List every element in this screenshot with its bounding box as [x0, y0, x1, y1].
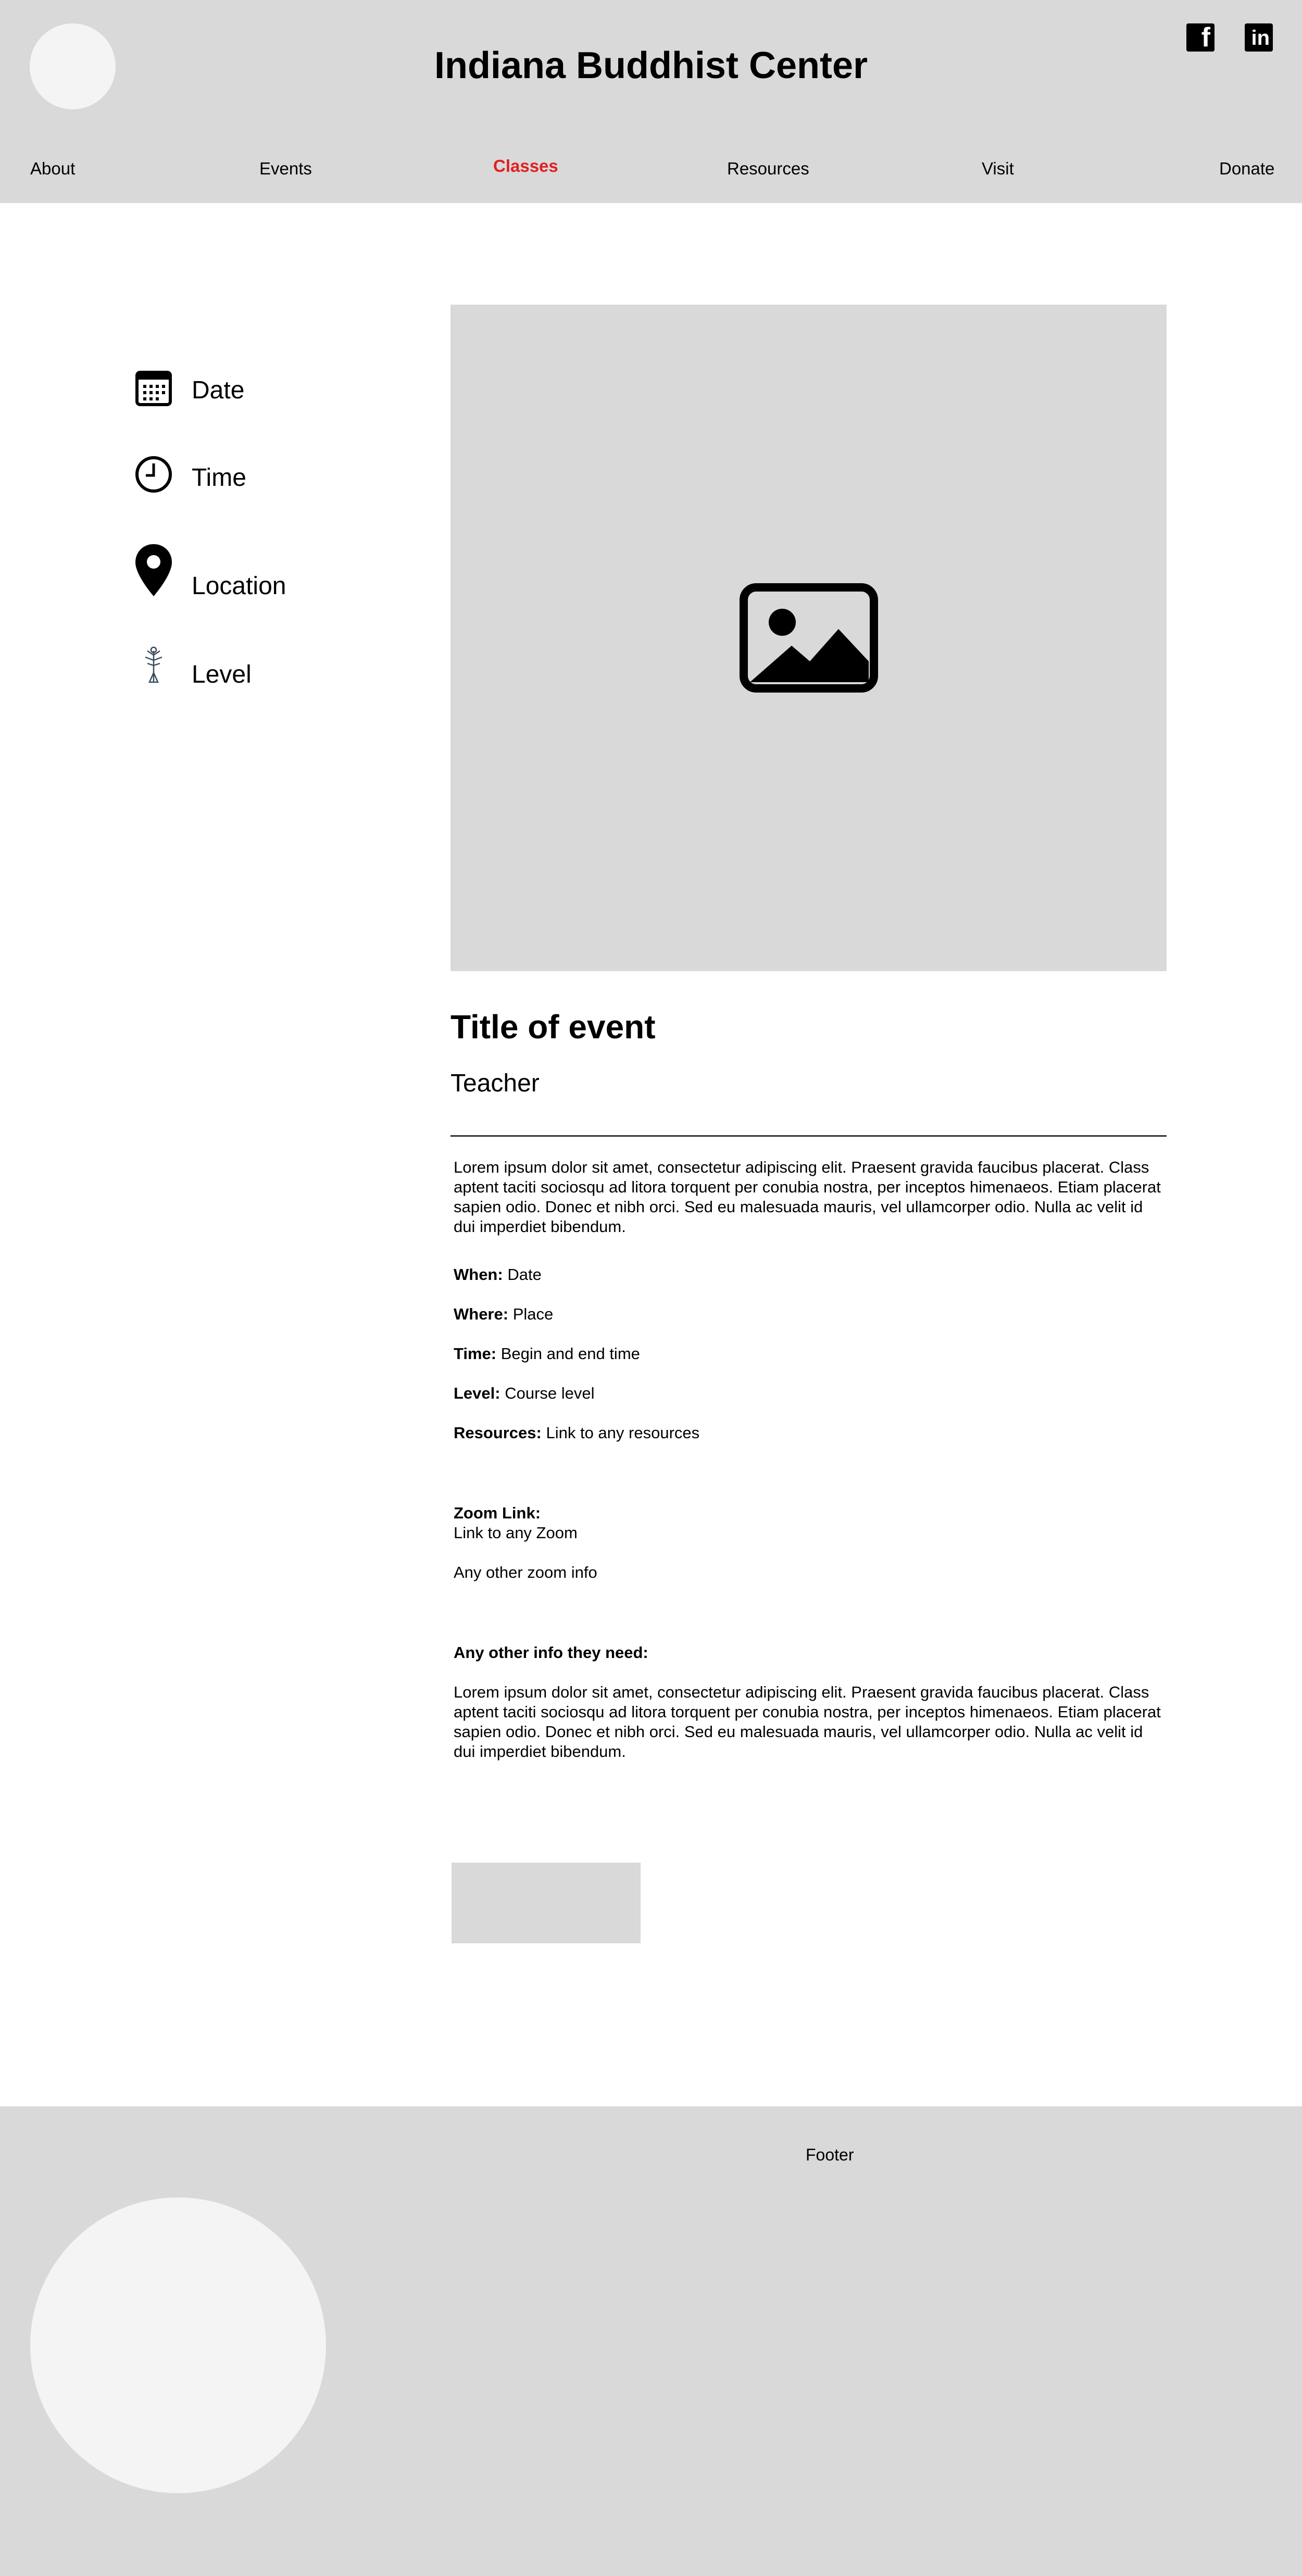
- event-teacher: Teacher: [450, 1070, 540, 1097]
- site-title: Indiana Buddhist Center: [434, 45, 868, 86]
- nav-item-resources[interactable]: Resources: [727, 159, 809, 178]
- nav-item-classes[interactable]: Classes: [493, 156, 558, 175]
- detail-resources: Resources: Link to any resources: [454, 1424, 700, 1442]
- nav-item-visit[interactable]: Visit: [982, 159, 1014, 178]
- detail-when: When: Date: [454, 1265, 542, 1284]
- footer-label: Footer: [806, 2145, 854, 2164]
- other-info-heading: Any other info they need:: [454, 1643, 648, 1662]
- other-info-text: Lorem ipsum dolor sit amet, consectetur adipiscing elit. Praesent gravida faucibus placerat. Class aptent taciti sociosqu ad litora torquent per conubia nostra, per inceptos himenaeos. Etiam placerat sapien odio. Donec et nibh orci. Sed eu malesuada mauris, vel ullamcorper odio. Nulla ac velit id dui imperdiet bibendum.: [454, 1683, 1161, 1761]
- nav-item-donate[interactable]: Donate: [1219, 159, 1275, 178]
- nav-item-events[interactable]: Events: [259, 159, 312, 178]
- linkedin-icon[interactable]: in: [1245, 23, 1273, 52]
- nav-item-about[interactable]: About: [30, 159, 76, 178]
- clock-icon: [133, 454, 174, 495]
- meta-time-label: Time: [192, 464, 246, 492]
- register-button[interactable]: [452, 1863, 641, 1943]
- footer-logo: [30, 2197, 326, 2493]
- event-description: Lorem ipsum dolor sit amet, consectetur adipiscing elit. Praesent gravida faucibus placerat. Class aptent taciti sociosqu ad litora torquent per conubia nostra, per inceptos himenaeos. Etiam placerat sapien odio. Donec et nibh orci. Sed eu malesuada mauris, vel ullamcorper odio. Nulla ac velit id dui imperdiet bibendum.: [454, 1158, 1161, 1236]
- calendar-icon: [133, 367, 174, 409]
- divider: [450, 1135, 1167, 1137]
- meta-date-label: Date: [192, 376, 245, 404]
- detail-time: Time: Begin and end time: [454, 1344, 640, 1363]
- zoom-heading: Zoom Link:: [454, 1504, 541, 1522]
- resources-link[interactable]: Link to any resources: [546, 1424, 700, 1442]
- location-pin-icon: [133, 542, 174, 599]
- event-image-placeholder: [450, 305, 1167, 971]
- detail-where: Where: Place: [454, 1305, 554, 1323]
- facebook-icon[interactable]: f: [1186, 23, 1215, 52]
- level-icon: [133, 645, 174, 686]
- event-title: Title of event: [450, 1008, 656, 1046]
- zoom-other-info: Any other zoom info: [454, 1563, 597, 1581]
- site-header: [0, 0, 1302, 203]
- zoom-link[interactable]: Link to any Zoom: [454, 1524, 578, 1542]
- detail-level: Level: Course level: [454, 1384, 595, 1402]
- meta-level-label: Level: [192, 661, 252, 688]
- meta-location-label: Location: [192, 572, 286, 600]
- image-placeholder-icon: [740, 583, 878, 695]
